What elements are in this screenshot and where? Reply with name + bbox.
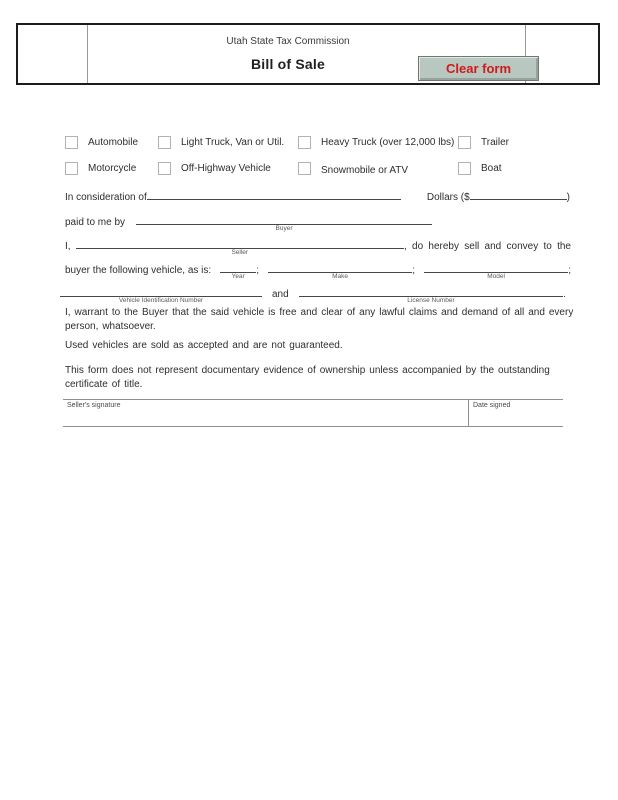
vehicle-type-heavy-truck bbox=[298, 136, 454, 149]
seller-signature-label: Seller's signature bbox=[67, 402, 121, 409]
form-title: Bill of Sale bbox=[251, 56, 325, 72]
seller-caption: Seller bbox=[231, 249, 249, 256]
checkbox-label: Trailer bbox=[481, 137, 509, 148]
vehicle-type-automobile bbox=[65, 136, 138, 149]
vehicle-type-off-highway bbox=[158, 162, 271, 175]
clear-form-button[interactable]: Clear form bbox=[418, 56, 539, 81]
make-caption: Make bbox=[332, 273, 349, 280]
make-field[interactable] bbox=[268, 271, 412, 280]
vin-license-line bbox=[60, 289, 566, 304]
vehicle-type-boat bbox=[458, 162, 502, 175]
semicolon: ; bbox=[256, 265, 259, 276]
vehicle-type-trailer bbox=[458, 136, 509, 149]
header-divider-left bbox=[87, 25, 88, 83]
vin-field[interactable] bbox=[60, 295, 262, 304]
year-caption: Year bbox=[231, 273, 245, 280]
year-field[interactable] bbox=[220, 271, 256, 280]
consideration-line bbox=[65, 192, 570, 203]
consideration-prefix: In consideration of bbox=[65, 192, 147, 203]
seller-prefix: I, bbox=[65, 241, 71, 252]
checkbox-label: Heavy Truck (over 12,000 lbs) bbox=[321, 137, 455, 148]
header-box bbox=[16, 23, 600, 85]
period: . bbox=[563, 289, 566, 300]
checkbox-label: Light Truck, Van or Util. bbox=[181, 137, 285, 148]
checkbox-label: Automobile bbox=[88, 137, 139, 148]
agency-name: Utah State Tax Commission bbox=[226, 36, 350, 47]
vehicle-type-motorcycle bbox=[65, 162, 136, 175]
checkbox-trailer[interactable] bbox=[458, 136, 471, 149]
checkbox-motorcycle[interactable] bbox=[65, 162, 78, 175]
checkbox-label: Off-Highway Vehicle bbox=[181, 163, 271, 174]
buyer-name-field[interactable] bbox=[136, 223, 432, 232]
seller-line bbox=[65, 241, 571, 256]
signature-table bbox=[63, 399, 563, 427]
checkbox-heavy-truck[interactable] bbox=[298, 136, 311, 149]
checkbox-boat[interactable] bbox=[458, 162, 471, 175]
semicolon: ; bbox=[568, 265, 571, 276]
dollars-close-paren: ) bbox=[566, 192, 570, 203]
license-caption: License Number bbox=[407, 297, 455, 304]
dollars-label: Dollars ($ bbox=[426, 192, 470, 203]
model-caption: Model bbox=[487, 273, 505, 280]
checkbox-label: Boat bbox=[481, 163, 502, 174]
seller-signature-field[interactable] bbox=[63, 400, 468, 426]
buyer-caption: Buyer bbox=[275, 225, 293, 232]
checkbox-automobile[interactable] bbox=[65, 136, 78, 149]
semicolon: ; bbox=[412, 265, 415, 276]
checkbox-snowmobile[interactable] bbox=[298, 162, 311, 175]
checkbox-label: Motorcycle bbox=[88, 163, 137, 174]
vehicle-detail-line bbox=[65, 265, 571, 280]
used-vehicles-paragraph: Used vehicles are sold as accepted and are not guaranteed. bbox=[65, 340, 343, 351]
and-label: and bbox=[272, 289, 289, 300]
date-signed-label: Date signed bbox=[473, 402, 511, 409]
model-field[interactable] bbox=[424, 271, 568, 280]
warranty-paragraph: I, warrant to the Buyer that the said vehicle is free and clear of any lawful claims and demand of all and every person, whatsoever. bbox=[65, 307, 574, 332]
checkbox-off-highway[interactable] bbox=[158, 162, 171, 175]
consideration-amount-field[interactable] bbox=[147, 198, 401, 200]
checkbox-light-truck[interactable] bbox=[158, 136, 171, 149]
paid-by-line bbox=[65, 217, 432, 232]
vin-caption: Vehicle Identification Number bbox=[118, 297, 204, 304]
vehicle-type-light-truck bbox=[158, 136, 284, 149]
as-is-prefix: buyer the following vehicle, as is: bbox=[65, 265, 212, 276]
license-number-field[interactable] bbox=[299, 295, 564, 304]
seller-name-field[interactable] bbox=[76, 247, 404, 256]
checkbox-label: Snowmobile or ATV bbox=[321, 165, 409, 176]
convey-suffix: , do hereby sell and convey to the bbox=[403, 241, 571, 252]
vehicle-type-row-2 bbox=[0, 162, 618, 176]
vehicle-type-snowmobile bbox=[298, 162, 408, 175]
date-signed-field[interactable] bbox=[468, 400, 563, 426]
vehicle-type-row-1 bbox=[0, 136, 618, 150]
paid-by-prefix: paid to me by bbox=[65, 217, 126, 228]
ownership-paragraph: This form does not represent documentary evidence of ownership unless accompanied by the outstanding certificate of title. bbox=[65, 365, 550, 390]
dollars-amount-field[interactable] bbox=[470, 198, 567, 200]
